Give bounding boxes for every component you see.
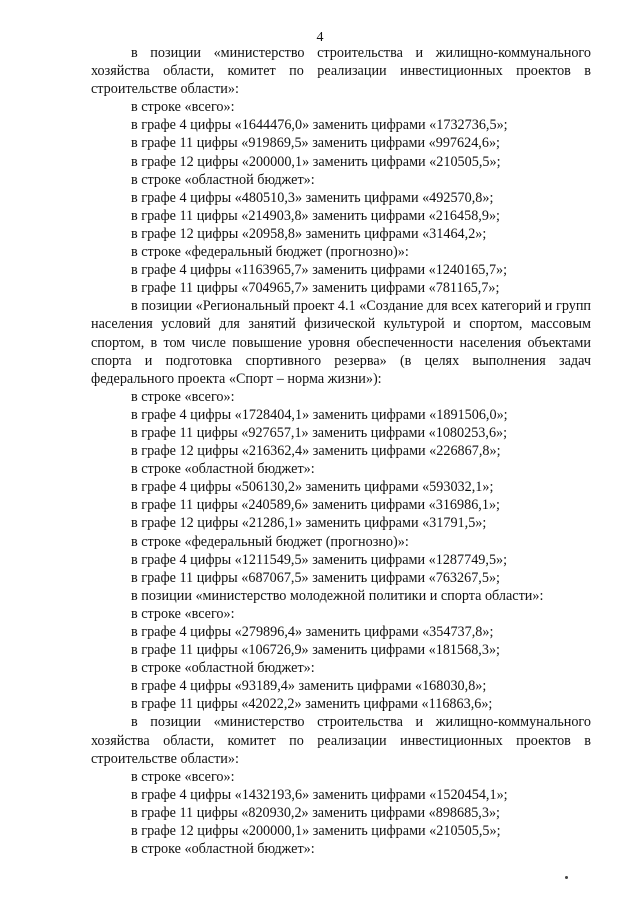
column-change: в графе 11 цифры «919869,5» заменить цифрами «997624,6»; (131, 135, 500, 152)
column-change: в графе 12 цифры «216362,4» заменить цифрами «226867,8»; (131, 443, 501, 460)
column-change: в графе 12 цифры «20958,8» заменить цифрами «31464,2»; (131, 225, 487, 242)
column-change: в графе 4 цифры «480510,3» заменить цифрами «492570,8»; (131, 189, 494, 206)
column-change: в графе 4 цифры «279896,4» заменить цифрами «354737,8»; (131, 624, 494, 640)
position-paragraph: в позиции «министерство строительства и жилищно-коммунального хозяйства области, комитет по реализации инвестиционных проектов в строительстве области»: (91, 714, 591, 767)
column-change: в графе 11 цифры «927657,1» заменить цифрами «1080253,6»; (131, 424, 508, 441)
row-heading: в строке «федеральный бюджет (прогнозно)»: (131, 533, 409, 550)
row-heading: в строке «областной бюджет»: (131, 171, 315, 188)
column-change: в графе 11 цифры «240589,6» заменить цифрами «316986,1»; (131, 497, 500, 514)
column-change: в графе 11 цифры «106726,9» заменить цифрами «181568,3»; (131, 642, 500, 659)
column-change: в графе 4 цифры «1644476,0» заменить цифрами «1732736,5»; (131, 117, 508, 134)
row-heading: в строке «всего»: (131, 99, 235, 116)
column-change: в графе 11 цифры «214903,8» заменить цифрами «216458,9»; (131, 207, 500, 224)
row-heading: в строке «всего»: (131, 768, 235, 785)
column-change: в графе 4 цифры «1432193,6» заменить цифрами «1520454,1»; (131, 786, 508, 803)
document-body (91, 44, 591, 858)
row-heading: в строке «областной бюджет»: (131, 660, 315, 677)
position-paragraph: в позиции «министерство строительства и жилищно-коммунального хозяйства области, комитет по реализации инвестиционных проектов в строительстве области»: (91, 45, 591, 98)
column-change: в графе 4 цифры «1728404,1» заменить цифрами «1891506,0»; (131, 406, 508, 423)
column-change: в графе 4 цифры «93189,4» заменить цифрами «168030,8»; (131, 678, 487, 695)
column-change: в графе 12 цифры «200000,1» заменить цифрами «210505,5»; (131, 823, 501, 840)
column-change: в графе 11 цифры «42022,2» заменить цифрами «116863,6»; (131, 696, 493, 713)
row-heading: в строке «областной бюджет»: (131, 841, 315, 858)
row-heading: в строке «всего»: (131, 388, 235, 405)
row-heading: в строке «всего»: (131, 605, 235, 622)
column-change: в графе 4 цифры «1211549,5» заменить цифрами «1287749,5»; (131, 551, 508, 568)
column-change: в графе 4 цифры «506130,2» заменить цифрами «593032,1»; (131, 479, 494, 496)
column-change: в графе 12 цифры «21286,1» заменить цифрами «31791,5»; (131, 515, 487, 532)
column-change: в графе 11 цифры «704965,7» заменить цифрами «781165,7»; (131, 280, 500, 297)
scan-speck (565, 876, 568, 879)
column-change: в графе 12 цифры «200000,1» заменить цифрами «210505,5»; (131, 153, 501, 170)
row-heading: в строке «федеральный бюджет (прогнозно)»: (131, 244, 409, 261)
position-paragraph: в позиции «министерство молодежной политики и спорта области»: (131, 587, 544, 604)
position-paragraph: в позиции «Региональный проект 4.1 «Создание для всех категорий и групп населения условий для занятий физической культурой и спортом, массовым спортом, в том числе повышение уровня обеспеченности населения объектами спорта и подготовка спортивного резерва» (в целях выполнения задач федерального проекта «Спорт – норма жизни»): (91, 298, 591, 387)
row-heading: в строке «областной бюджет»: (131, 461, 315, 478)
column-change: в графе 11 цифры «820930,2» заменить цифрами «898685,3»; (131, 804, 500, 821)
column-change: в графе 11 цифры «687067,5» заменить цифрами «763267,5»; (131, 569, 500, 586)
page-number: 4 (316, 30, 324, 45)
column-change: в графе 4 цифры «1163965,7» заменить цифрами «1240165,7»; (131, 262, 508, 279)
